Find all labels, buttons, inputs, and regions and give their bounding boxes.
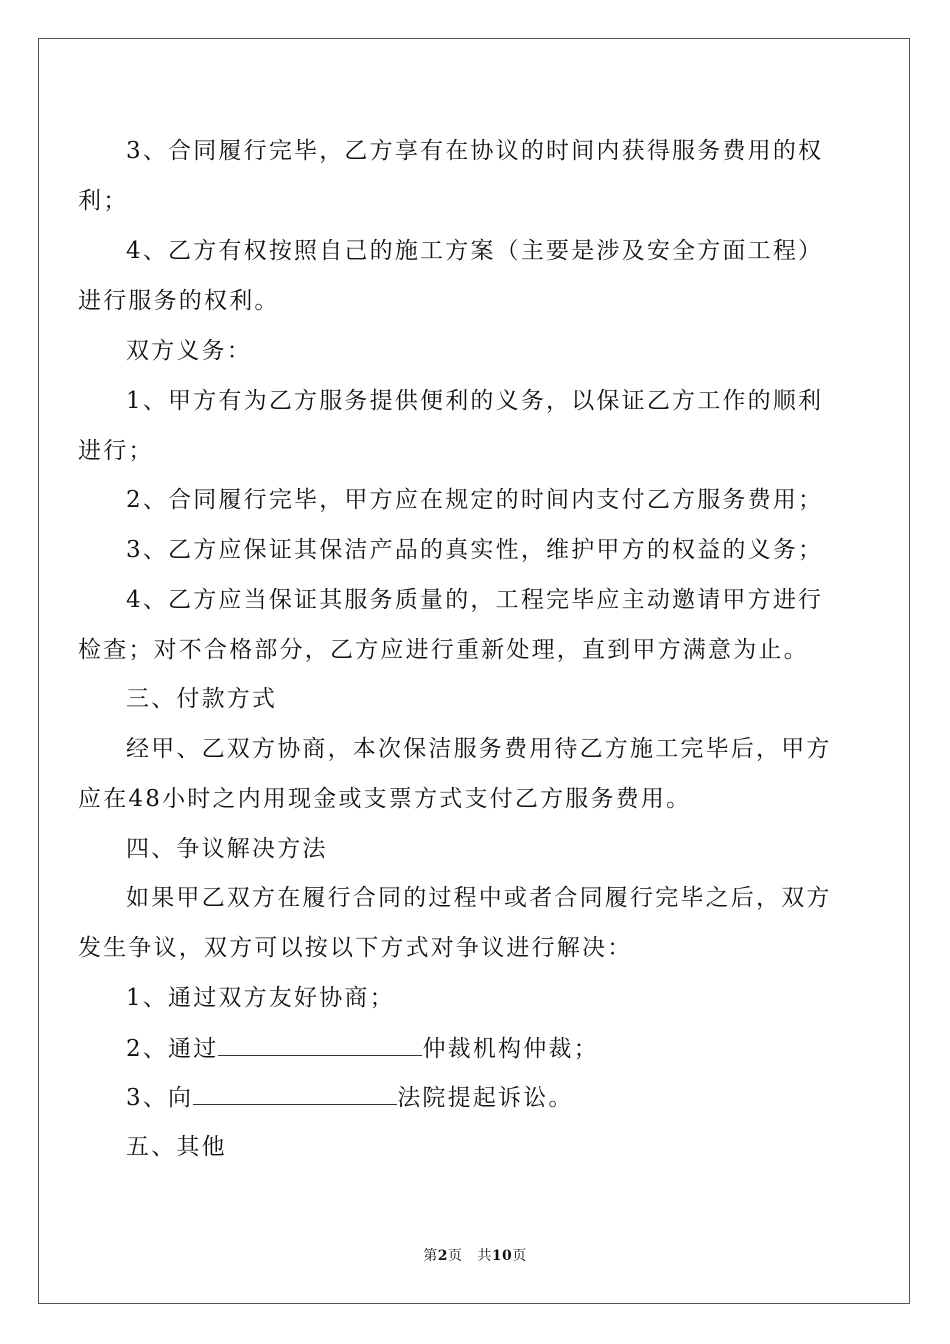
page-number: 2 [437,1248,448,1264]
paragraph-line: 1、通过双方友好协商； [126,985,395,1011]
page-prefix: 第 [423,1248,438,1264]
paragraph-line: 如果甲乙双方在履行合同的过程中或者合同履行完毕之后，双方 [126,885,832,911]
paragraph-line: 检查；对不合格部分，乙方应进行重新处理，直到甲方满意为止。 [78,637,809,663]
fill-in-blank [193,1082,397,1105]
clause-prefix: 2、通过 [126,1036,219,1062]
section-heading: 双方义务： [126,338,252,364]
section-heading: 五、其他 [126,1134,227,1160]
page-footer [0,1247,950,1265]
paragraph-line: 进行； [78,438,154,464]
paragraph-line: 4、乙方应当保证其服务质量的，工程完毕应主动邀请甲方进行 [126,587,824,613]
paragraph-line: 经甲、乙双方协商，本次保洁服务费用待乙方施工完毕后，甲方 [126,736,832,762]
total-suffix: 页 [512,1248,527,1264]
paragraph-line: 1、甲方有为乙方服务提供便利的义务，以保证乙方工作的顺利 [126,388,824,414]
fill-in-blank [218,1033,422,1056]
total-pages: 10 [491,1248,513,1264]
paragraph-line: 4、乙方有权按照自己的施工方案（主要是涉及安全方面工程） [126,238,824,264]
page-frame [38,38,910,1304]
paragraph-line: 发生争议，双方可以按以下方式对争议进行解决： [78,935,633,961]
total-prefix: 共 [477,1248,492,1264]
paragraph-line: 3、乙方应保证其保洁产品的真实性，维护甲方的权益的义务； [126,537,824,563]
section-heading: 三、付款方式 [126,686,278,712]
paragraph-line [126,1082,574,1113]
paragraph-line: 利； [78,188,129,214]
paragraph-line: 3、合同履行完毕，乙方享有在协议的时间内获得服务费用的权 [126,138,824,164]
page-suffix: 页 [447,1248,463,1264]
clause-prefix: 3、向 [126,1085,194,1111]
paragraph-line: 2、合同履行完毕，甲方应在规定的时间内支付乙方服务费用； [126,487,824,513]
clause-suffix: 法院提起诉讼。 [397,1085,574,1111]
paragraph-line: 应在48小时之内用现金或支票方式支付乙方服务费用。 [78,786,692,812]
section-heading: 四、争议解决方法 [126,836,328,862]
paragraph-line: 进行服务的权利。 [78,288,280,314]
clause-suffix: 仲裁机构仲裁； [422,1036,599,1062]
paragraph-line [126,1033,599,1064]
